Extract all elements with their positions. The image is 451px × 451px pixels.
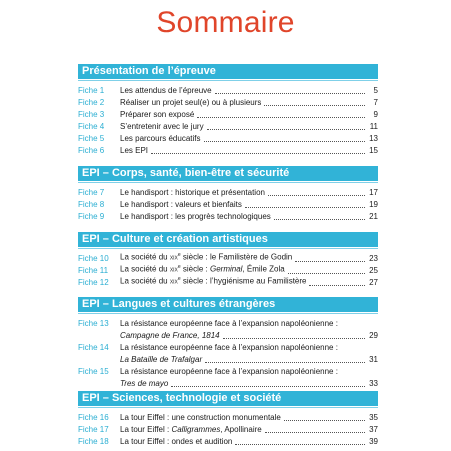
fiche-number: Fiche 3: [78, 110, 105, 119]
page-number: 9: [373, 110, 378, 119]
fiche-number: Fiche 16: [78, 413, 109, 422]
superscript: e: [177, 276, 181, 283]
fiche-title: La tour Eiffel : ondes et audition: [120, 437, 233, 446]
dot-leader: [171, 385, 365, 387]
fiche-title: Le handisport : les progrès technologiques: [120, 212, 271, 221]
century-numeral: xix: [169, 279, 178, 286]
dot-leader: [205, 361, 365, 363]
title-part: siècle : l’hygiénisme au Familistère: [180, 277, 307, 286]
toc-row[interactable]: [78, 85, 378, 97]
dot-leader: [265, 431, 365, 433]
fiche-number: Fiche 11: [78, 266, 109, 275]
section-heading: EPI – Corps, santé, bien-être et sécurité: [78, 166, 378, 181]
toc-row[interactable]: [78, 121, 378, 133]
page-number: 31: [369, 355, 378, 364]
toc-row[interactable]: [78, 412, 378, 424]
toc-row[interactable]: [78, 318, 378, 342]
toc-row[interactable]: [78, 97, 378, 109]
toc-row[interactable]: [78, 277, 378, 289]
fiche-number: Fiche 8: [78, 200, 105, 209]
fiche-number: Fiche 7: [78, 188, 105, 197]
fiche-number: Fiche 1: [78, 86, 105, 95]
section-rule: [78, 407, 378, 408]
fiche-title: [120, 273, 306, 289]
fiche-title: Les attendus de l’épreuve: [120, 86, 212, 95]
dot-leader: [309, 284, 365, 286]
title-italic: Calligrammes: [171, 425, 221, 434]
page-number: 37: [369, 425, 378, 434]
toc-row[interactable]: [78, 211, 378, 223]
toc-row[interactable]: [78, 187, 378, 199]
fiche-number: Fiche 17: [78, 425, 109, 434]
toc-row[interactable]: [78, 366, 378, 390]
fiche-title: [120, 424, 262, 436]
page-number: 15: [369, 146, 378, 155]
fiche-title-line1: La résistance européenne face à l’expansion napoléonienne :: [120, 343, 338, 352]
title-part: La société du: [120, 277, 170, 286]
title-part: La société du: [120, 253, 170, 262]
fiche-title-line2: Tres de mayo: [120, 379, 169, 388]
section-presentation: [78, 64, 378, 157]
title-part: , Émile Zola: [242, 265, 285, 274]
page-number: 39: [369, 437, 378, 446]
section-rule: [78, 313, 378, 314]
page-number: 33: [369, 379, 378, 388]
fiche-number: Fiche 14: [78, 343, 109, 352]
fiche-title: S’entretenir avec le jury: [120, 122, 204, 131]
page-number: 11: [369, 122, 378, 131]
fiche-title: Les parcours éducatifs: [120, 134, 201, 143]
page-number: 19: [369, 200, 378, 209]
fiche-number: Fiche 5: [78, 134, 105, 143]
section-sciences-technologie: [78, 391, 378, 448]
fiche-number: Fiche 6: [78, 146, 105, 155]
page-number: 29: [369, 331, 378, 340]
fiche-number: Fiche 13: [78, 319, 109, 328]
dot-leader: [197, 116, 365, 118]
section-heading: Présentation de l’épreuve: [78, 64, 378, 79]
superscript: e: [177, 252, 181, 259]
page-number: 27: [369, 278, 378, 287]
fiche-title: Préparer son exposé: [120, 110, 195, 119]
toc-row[interactable]: [78, 199, 378, 211]
fiche-number: Fiche 9: [78, 212, 105, 221]
fiche-number: Fiche 12: [78, 278, 109, 287]
section-culture-creation: [78, 232, 378, 289]
page-number: 7: [373, 98, 378, 107]
page-number: 5: [373, 86, 378, 95]
century-numeral: xix: [169, 267, 178, 274]
superscript: e: [177, 264, 181, 271]
fiche-title: La tour Eiffel : une construction monumentale: [120, 413, 281, 422]
toc-row[interactable]: [78, 424, 378, 436]
page-number: 13: [369, 134, 378, 143]
page-title: Sommaire: [156, 6, 295, 39]
title-part: siècle : le Familistère de Godin: [180, 253, 293, 262]
title-part: La société du: [120, 265, 170, 274]
dot-leader: [295, 260, 365, 262]
page-number: 23: [369, 254, 378, 263]
title-part: La tour Eiffel :: [120, 425, 172, 434]
section-corps-sante: [78, 166, 378, 223]
title-part: siècle :: [180, 265, 210, 274]
section-langues-cultures: [78, 297, 378, 390]
toc-row[interactable]: [78, 436, 378, 448]
page-number: 17: [369, 188, 378, 197]
toc-row[interactable]: [78, 109, 378, 121]
dot-leader: [207, 128, 365, 130]
dot-leader: [151, 152, 365, 154]
page-number: 21: [369, 212, 378, 221]
title-italic: Germinal: [210, 265, 243, 274]
fiche-title-line1: La résistance européenne face à l’expansion napoléonienne :: [120, 319, 338, 328]
toc-row[interactable]: [78, 145, 378, 157]
dot-leader: [268, 194, 365, 196]
dot-leader: [245, 206, 365, 208]
section-rule: [78, 182, 378, 183]
fiche-title: Le handisport : valeurs et bienfaits: [120, 200, 242, 209]
dot-leader: [274, 218, 365, 220]
fiche-title-line2: La Bataille de Trafalgar: [120, 355, 203, 364]
page-number: 25: [369, 266, 378, 275]
fiche-number: Fiche 10: [78, 254, 109, 263]
dot-leader: [235, 443, 365, 445]
dot-leader: [284, 419, 365, 421]
fiche-title: Réaliser un projet seul(e) ou à plusieurs: [120, 98, 262, 107]
section-heading: EPI – Langues et cultures étrangères: [78, 297, 378, 312]
fiche-title: Le handisport : historique et présentation: [120, 188, 265, 197]
dot-leader: [223, 337, 365, 339]
fiche-number: Fiche 15: [78, 367, 109, 376]
section-heading: EPI – Sciences, technologie et société: [78, 391, 378, 406]
fiche-title: Les EPI: [120, 146, 149, 155]
fiche-number: Fiche 2: [78, 98, 105, 107]
dot-leader: [204, 140, 366, 142]
dot-leader: [264, 104, 365, 106]
fiche-title-line2: Campagne de France, 1814: [120, 331, 220, 340]
section-rule: [78, 80, 378, 81]
century-numeral: xix: [169, 255, 178, 262]
toc-row[interactable]: [78, 342, 378, 366]
title-part: , Apollinaire: [220, 425, 262, 434]
page-number: 35: [369, 413, 378, 422]
fiche-number: Fiche 4: [78, 122, 105, 131]
toc-row[interactable]: [78, 133, 378, 145]
fiche-number: Fiche 18: [78, 437, 109, 446]
fiche-title-line1: La résistance européenne face à l’expansion napoléonienne :: [120, 367, 338, 376]
section-heading: EPI – Culture et création artistiques: [78, 232, 378, 247]
dot-leader: [215, 92, 365, 94]
